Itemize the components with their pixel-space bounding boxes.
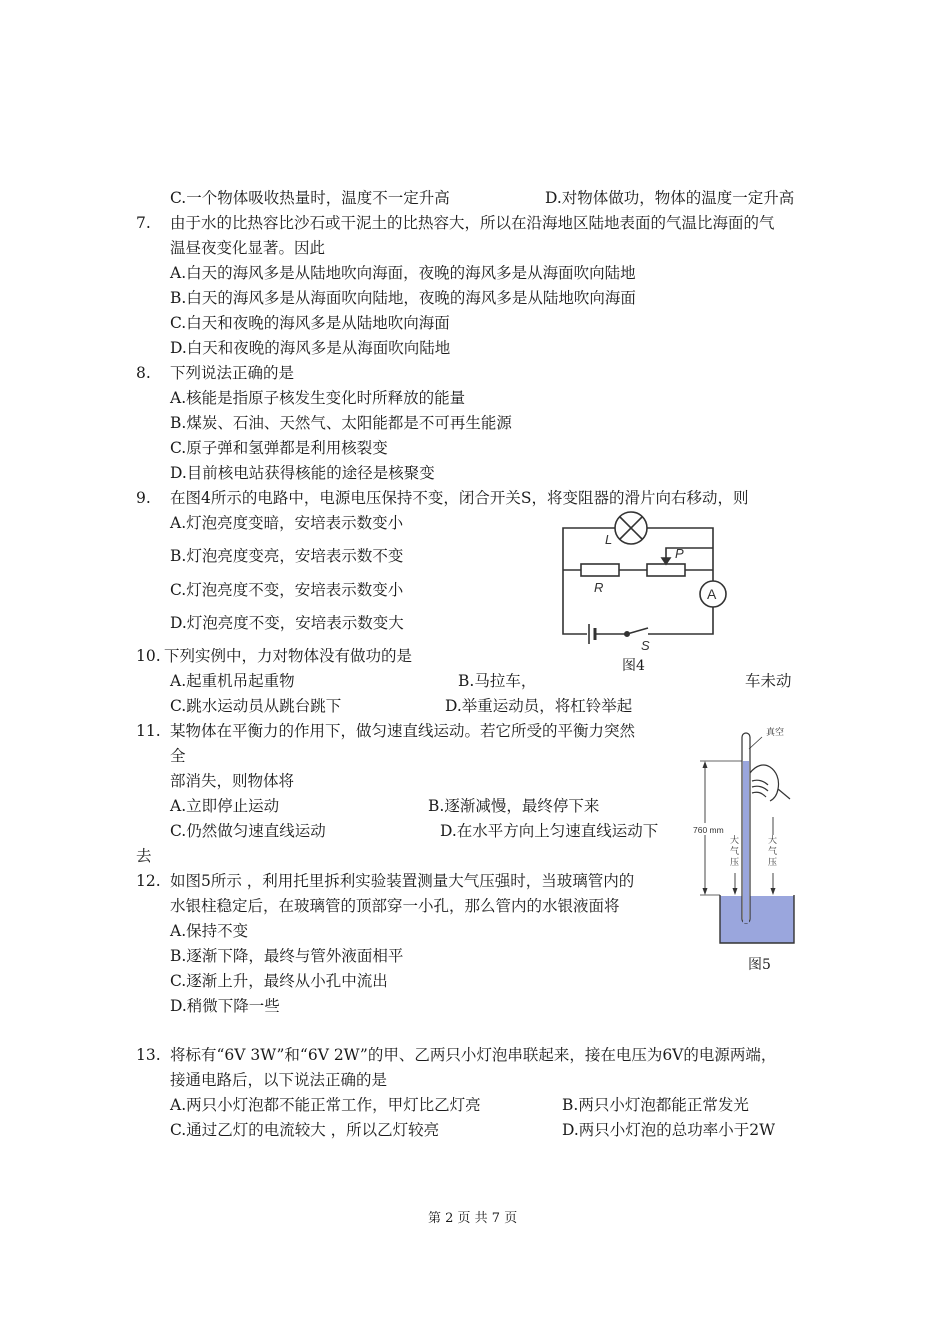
label-760mm: 760 mm [693,825,724,835]
q11-stem-line3: 部消失，则物体将 [170,772,295,790]
q11-number: 11. [136,722,161,740]
figure-5-caption: 图5 [748,957,771,973]
q6-option-d: D.对物体做功，物体的温度一定升高 [545,189,795,207]
switch-blade [627,628,648,634]
q12-stem-line1: 如图5所示 ，利用托里拆利实验装置测量大气压强时，当玻璃管内的 [170,872,635,890]
q12-stem-line2: 水银柱稳定后，在玻璃管的顶部穿一小孔，那么管内的水银液面将 [170,897,620,915]
q10-option-c: C.跳水运动员从跳台跳下 [170,697,342,715]
q11-option-d: D.在水平方向上匀速直线运动下 [440,822,659,840]
q7-option-c: C.白天和夜晚的海风多是从陆地吹向海面 [170,314,450,332]
q10-number: 10. [136,647,161,665]
resistor-r [581,564,619,576]
q11-option-d-tail: 去 [136,847,152,865]
atm-left-char-3: 压 [730,857,740,867]
atm-left-char-2: 气 [730,846,740,856]
q9-option-b: B.灯泡亮度变亮，安培表示数不变 [170,547,404,565]
q8-option-d: D.目前核电站获得核能的途径是核聚变 [170,464,435,482]
label-vacuum: 真空 [766,727,785,737]
figure-4-circuit [555,508,735,658]
q7-number: 7. [136,214,151,232]
q10-option-b: B.马拉车， [458,672,537,690]
q8-option-c: C.原子弹和氢弹都是利用核裂变 [170,439,388,457]
q11-option-a: A.立即停止运动 [170,797,280,815]
q12-option-c: C.逐渐上升，最终从小孔中流出 [170,972,388,990]
q7-stem-line2: 温昼夜变化显著。因此 [170,239,326,257]
figure-4-caption: 图4 [622,658,645,674]
q8-option-a: A.核能是指原子核发生变化时所释放的能量 [170,389,466,407]
label-r: R [594,580,604,595]
q11-option-c: C.仍然做匀速直线运动 [170,822,326,840]
q7-option-b: B.白天的海风多是从海面吹向陆地，夜晚的海风多是从陆地吹向海面 [170,289,636,307]
q7-stem-line1: 由于水的比热容比沙石或干泥土的比热容大，所以在沿海地区陆地表面的气温比海面的气 [170,214,775,232]
q10-stem: 下列实例中，力对物体没有做功的是 [164,647,413,665]
label-p: P [675,546,684,561]
page-footer: 第 2 页 共 7 页 [428,1211,518,1226]
q11-stem-line1: 某物体在平衡力的作用下，做匀速直线运动。若它所受的平衡力突然 [170,722,636,740]
q12-option-d: D.稍微下降一些 [170,997,280,1015]
q13-stem-line1: 将标有“6V 3W”和“6V 2W”的甲、乙两只小灯泡串联起来，接在电压为6V的电源两端， [170,1046,777,1064]
mercury-dish [720,896,794,943]
label-a: A [707,586,717,602]
hand-icon [750,765,790,801]
atm-right-char-3: 压 [768,857,778,867]
label-s: S [641,638,650,653]
atm-right-char-2: 气 [768,846,778,856]
q11-option-b: B.逐渐减慢，最终停下来 [428,797,600,815]
q13-option-c: C.通过乙灯的电流较大 ，所以乙灯较亮 [170,1121,440,1139]
q13-option-a: A.两只小灯泡都不能正常工作，甲灯比乙灯亮 [170,1096,481,1114]
q11-stem-line2: 全 [170,747,186,765]
label-l: L [605,532,613,547]
atm-right-char-1: 大 [768,835,778,845]
label-atm-right [768,834,780,867]
q8-number: 8. [136,364,151,382]
q10-option-b-tail: 车未动 [745,672,792,690]
q13-stem-line2: 接通电路后，以下说法正确的是 [170,1071,388,1089]
q12-number: 12. [136,872,161,890]
q13-number: 13. [136,1046,161,1064]
rheostat-slider-wire [666,548,713,560]
q9-number: 9. [136,489,151,507]
q9-option-d: D.灯泡亮度不变，安培表示数变大 [170,614,404,632]
q13-option-d: D.两只小灯泡的总功率小于2W [562,1121,776,1139]
mercury-column [743,761,749,923]
atm-left-char-1: 大 [730,835,740,845]
q6-option-c: C.一个物体吸收热量时，温度不一定升高 [170,189,450,207]
q9-stem: 在图4所示的电路中，电源电压保持不变，闭合开关S，将变阻器的滑片向右移动，则 [170,489,749,507]
q9-option-c: C.灯泡亮度不变，安培表示数变小 [170,581,404,599]
q12-option-b: B.逐渐下降，最终与管外液面相平 [170,947,404,965]
rheostat [647,564,685,576]
q10-option-d: D.举重运动员，将杠铃举起 [445,697,633,715]
q7-option-a: A.白天的海风多是从陆地吹向海面，夜晚的海风多是从海面吹向陆地 [170,264,636,282]
q9-option-a: A.灯泡亮度变暗，安培表示数变小 [170,514,404,532]
q8-option-b: B.煤炭、石油、天然气、太阳能都是不可再生能源 [170,414,512,432]
q12-option-a: A.保持不变 [170,922,249,940]
wire-bottom-right [648,605,713,634]
label-atm-left [730,834,742,867]
q13-option-b: B.两只小灯泡都能正常发光 [562,1096,749,1114]
rheostat-slider-arrow [662,558,670,564]
q10-option-a: A.起重机吊起重物 [170,672,295,690]
q7-option-d: D.白天和夜晚的海风多是从海面吹向陆地 [170,339,451,357]
figure-5-torricelli [690,727,800,952]
q8-stem: 下列说法正确的是 [170,364,295,382]
